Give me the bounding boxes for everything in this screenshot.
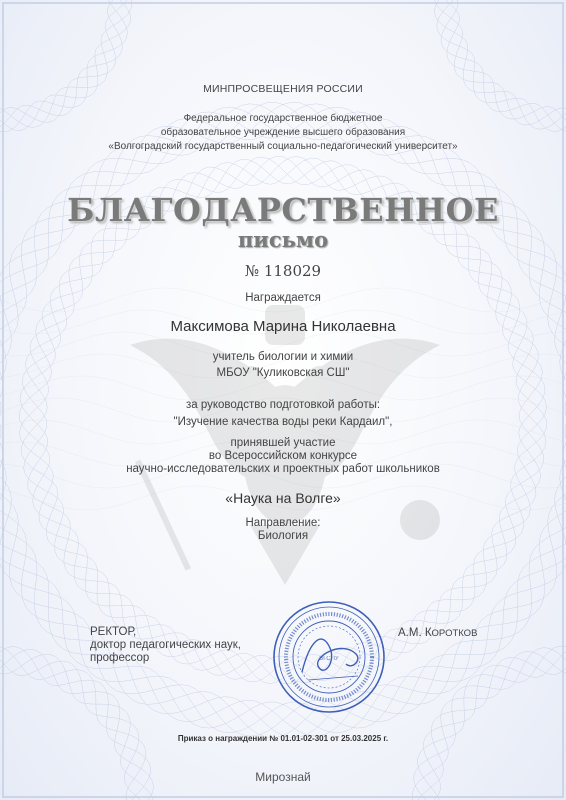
- certificate-title: БЛАГОДАРСТВЕННОЕ: [67, 191, 499, 229]
- direction-label: Направление:: [245, 517, 321, 529]
- recipient-school: МБОУ "Куликовская СШ": [216, 367, 350, 379]
- certificate-subtitle: письмо: [237, 227, 329, 252]
- signatory-title-line-2: доктор педагогических наук,: [90, 639, 241, 651]
- institution-line-3: «Волгоградский государственный социально-педагогический университет»: [108, 141, 458, 152]
- signatory-name-rest: ОРОТКОВ: [431, 628, 478, 639]
- signatory-title-line-3: профессор: [90, 652, 150, 664]
- university-seal-stamp: [272, 600, 386, 714]
- recipient-position: учитель биологии и химии: [212, 351, 354, 363]
- signatory-name: [398, 627, 477, 639]
- participation-line-1: принявшей участие: [230, 437, 336, 449]
- footer-brand: Мирознай: [255, 770, 311, 784]
- institution-line-2: образовательное учреждение высшего образования: [160, 127, 406, 138]
- signatory-title-line-1: РЕКТОР,: [90, 626, 137, 638]
- contest-name: «Наука на Волге»: [225, 490, 341, 506]
- work-title: "Изучение качества воды реки Кардаил",: [173, 416, 393, 428]
- svg-text:ВГСПУ: ВГСПУ: [319, 656, 339, 662]
- institution-line-1: Федеральное государственное бюджетное: [183, 113, 383, 124]
- ministry-name: МИНПРОСВЕЩЕНИЯ РОССИИ: [203, 83, 363, 95]
- award-order-reference: Приказ о награждении № 01.01-02-301 от 25.03.2025 г.: [177, 734, 389, 743]
- signatory-name-initials: А.М. К: [398, 627, 432, 639]
- participation-line-3: научно-исследовательских и проектных работ школьников: [126, 463, 440, 475]
- direction-value: Биология: [257, 530, 309, 542]
- signatory-title: [90, 626, 241, 665]
- recipient-name: Максимова Марина Николаевна: [170, 318, 396, 335]
- participation-line-2: во Всероссийском конкурсе: [208, 450, 358, 462]
- for-label: за руководство подготовкой работы:: [185, 399, 381, 411]
- awarded-label: Награждается: [245, 292, 321, 304]
- certificate-number: № 118029: [244, 262, 322, 280]
